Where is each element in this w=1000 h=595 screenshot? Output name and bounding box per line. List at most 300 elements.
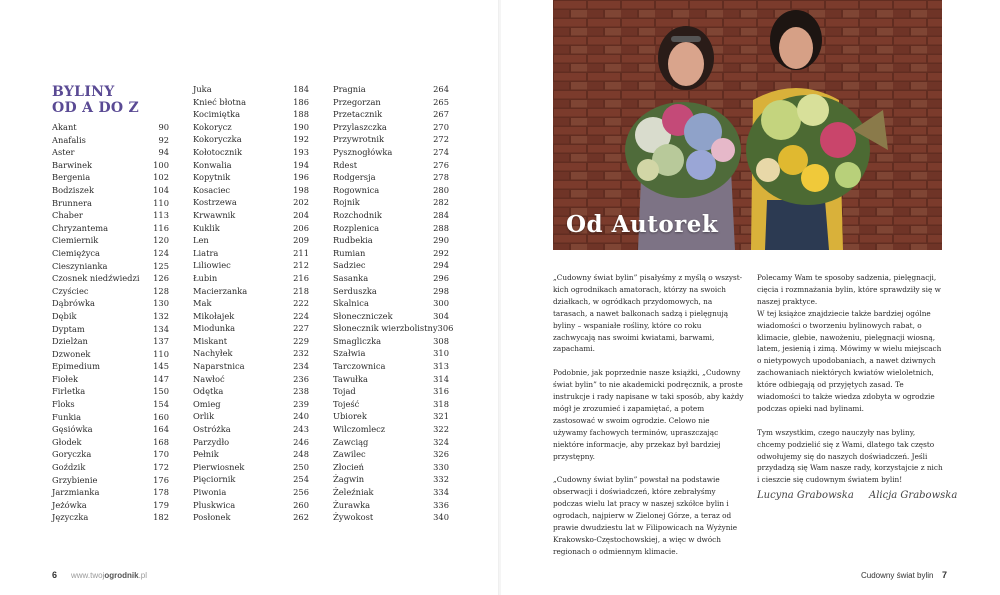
index-entry xyxy=(193,272,309,285)
index-entry-name: Sasanka xyxy=(333,272,369,283)
index-entry-page: 188 xyxy=(293,109,309,120)
index-entry xyxy=(52,209,169,222)
index-entry-name: Krwawnik xyxy=(193,209,236,220)
index-entry xyxy=(333,146,449,159)
index-entry xyxy=(193,196,309,209)
index-entry xyxy=(333,96,449,109)
index-entry xyxy=(333,511,449,524)
index-entry-name: Parzydło xyxy=(193,436,230,447)
index-entry xyxy=(52,222,169,235)
index-entry xyxy=(193,335,309,348)
index-column-1 xyxy=(52,121,169,524)
index-entry-page: 229 xyxy=(293,335,309,346)
index-entry-page: 280 xyxy=(433,184,449,195)
index-entry xyxy=(333,335,449,348)
index-entry xyxy=(333,486,449,499)
index-entry xyxy=(333,423,449,436)
index-entry-page: 193 xyxy=(293,146,309,157)
index-entry-page: 313 xyxy=(433,361,449,372)
index-entry xyxy=(52,171,169,184)
index-entry xyxy=(193,171,309,184)
index-entry-name: Dąbrówka xyxy=(52,298,95,309)
index-entry xyxy=(52,159,169,172)
index-entry-name: Floks xyxy=(52,399,75,410)
index-entry-page: 110 xyxy=(153,348,169,359)
index-entry xyxy=(333,133,449,146)
left-page xyxy=(0,0,499,595)
index-entry xyxy=(333,436,449,449)
index-entry xyxy=(52,285,169,298)
index-entry-page: 248 xyxy=(293,449,309,460)
index-entry xyxy=(52,310,169,323)
index-entry-name: Rudbekia xyxy=(333,235,373,246)
index-entry xyxy=(333,209,449,222)
index-entry xyxy=(52,272,169,285)
index-entry-page: 318 xyxy=(433,398,449,409)
index-entry-page: 282 xyxy=(433,197,449,208)
index-title-line2: OD A DO Z xyxy=(52,100,140,116)
index-entry xyxy=(193,133,309,146)
index-entry-name: Rodgersja xyxy=(333,172,376,183)
index-entry xyxy=(193,436,309,449)
index-entry xyxy=(52,448,169,461)
index-entry-name: Sadziec xyxy=(333,260,366,271)
index-entry xyxy=(193,423,309,436)
index-entry-page: 120 xyxy=(153,235,169,246)
index-entry-page: 270 xyxy=(433,121,449,132)
index-entry-page: 150 xyxy=(153,386,169,397)
index-entry-name: Posłonek xyxy=(193,512,231,523)
index-entry-name: Smagliczka xyxy=(333,335,382,346)
index-entry xyxy=(52,511,169,524)
index-entry-page: 267 xyxy=(433,109,449,120)
index-entry-name: Goździk xyxy=(52,462,86,473)
index-entry xyxy=(333,285,449,298)
index-entry-name: Mak xyxy=(193,298,212,309)
index-entry-page: 145 xyxy=(153,361,169,372)
index-entry-page: 90 xyxy=(158,122,169,132)
index-entry-page: 234 xyxy=(293,361,309,372)
index-entry-name: Dzwonek xyxy=(52,348,91,359)
paragraph: „Cudowny świat bylin” powstał na podstawie obserwacji i doświadczeń, które zebrałyśmy podczas wielu lat pracy w naszej szkółce bylin i ogrodach, najpierw w Zielonej Górze, a teraz od prawie dwudziestu lat w Filipowicach na Wyżynie Krakowsko-Częstochowskiej, a więc w dwóch regionach o odmiennym klimacie. xyxy=(553,475,738,556)
index-entry-page: 209 xyxy=(293,235,309,246)
paragraph: Tym wszystkim, czego nauczyły nas byliny, chcemy podzielić się z Wami, dlatego tak często odwołujemy się do naszych doświadczeń. Jeśli przydadzą się Wam nasze rady, korzystajcie z nich i cieszcie się cudownym światem bylin! xyxy=(757,427,943,485)
index-entry-name: Języczka xyxy=(52,512,89,523)
index-entry-name: Skalnica xyxy=(333,298,369,309)
index-entry-name: Żurawka xyxy=(333,499,371,510)
index-entry xyxy=(193,310,309,323)
index-entry-name: Zawciąg xyxy=(333,436,369,447)
index-entry xyxy=(193,398,309,411)
index-entry xyxy=(193,347,309,360)
index-entry-name: Ciemiernik xyxy=(52,235,99,246)
index-entry-name: Kostrzewa xyxy=(193,197,237,208)
index-entry-page: 296 xyxy=(433,272,449,283)
index-entry-page: 164 xyxy=(153,424,169,435)
index-entry xyxy=(333,347,449,360)
index-column-3 xyxy=(333,83,454,524)
index-entry-page: 306 xyxy=(437,323,454,334)
index-entry-page: 104 xyxy=(153,184,169,195)
index-entry-page: 168 xyxy=(153,436,169,447)
index-entry xyxy=(52,146,169,159)
index-entry-page: 204 xyxy=(293,209,309,220)
index-entry-name: Kocimiętka xyxy=(193,109,241,120)
index-entry-name: Złocień xyxy=(333,461,365,472)
index-entry xyxy=(333,448,449,461)
url-brand-bold: ogrodnik xyxy=(104,571,139,580)
index-entry-name: Liatra xyxy=(193,247,219,258)
index-entry-page: 160 xyxy=(153,411,169,422)
index-entry-page: 125 xyxy=(153,260,169,271)
index-entry-name: Konwalia xyxy=(193,159,232,170)
index-entry-page: 262 xyxy=(293,512,309,523)
index-entry-name: Knieć błotna xyxy=(193,96,247,107)
index-entry-page: 134 xyxy=(153,323,169,334)
index-entry-page: 218 xyxy=(293,285,309,296)
index-entry-name: Jarzmianka xyxy=(52,487,100,498)
running-footer-title: Cudowny świat bylin xyxy=(861,571,934,580)
index-entry-name: Szałwia xyxy=(333,348,366,359)
index-entry xyxy=(52,373,169,386)
index-entry-name: Łubin xyxy=(193,272,218,283)
index-entry-page: 224 xyxy=(293,310,309,321)
index-entry-page: 322 xyxy=(433,424,449,435)
index-entry-name: Aster xyxy=(52,147,75,158)
index-entry-page: 211 xyxy=(293,247,309,258)
index-entry-name: Anafalis xyxy=(52,134,86,145)
index-entry-name: Żeleźniak xyxy=(333,487,374,497)
index-entry-page: 178 xyxy=(153,487,169,498)
index-entry xyxy=(52,134,169,147)
index-entry-name: Serduszka xyxy=(333,285,377,296)
index-entry-name: Pysznogłówka xyxy=(333,146,393,157)
index-entry-page: 147 xyxy=(153,373,169,384)
index-entry-name: Epimedium xyxy=(52,361,100,372)
index-entry-name: Kosaciec xyxy=(193,184,231,195)
index-entry-page: 232 xyxy=(293,348,309,359)
index-entry xyxy=(193,83,309,96)
index-entry xyxy=(52,260,169,273)
index-entry xyxy=(333,259,449,272)
index-entry xyxy=(193,373,309,386)
index-entry-page: 190 xyxy=(293,121,309,132)
index-entry-name: Barwinek xyxy=(52,159,93,170)
index-entry-page: 154 xyxy=(153,399,169,410)
index-entry xyxy=(333,171,449,184)
index-entry xyxy=(193,360,309,373)
index-entry-page: 116 xyxy=(153,222,169,233)
index-entry-name: Dzielżan xyxy=(52,336,88,347)
index-entry-page: 254 xyxy=(293,474,309,485)
index-entry-page: 316 xyxy=(433,386,449,397)
index-entry xyxy=(193,121,309,134)
index-entry xyxy=(52,360,169,373)
index-entry-page: 276 xyxy=(433,159,449,170)
index-entry xyxy=(52,486,169,499)
index-entry-name: Kokorycz xyxy=(193,121,232,132)
index-entry xyxy=(52,323,169,336)
index-entry-page: 100 xyxy=(153,159,169,170)
index-entry-name: Słoneczniczek xyxy=(333,310,393,321)
index-entry-page: 184 xyxy=(293,84,309,94)
index-entry-page: 290 xyxy=(433,235,449,246)
index-entry-name: Przegorzan xyxy=(333,96,381,107)
index-entry-page: 336 xyxy=(433,499,449,510)
index-entry xyxy=(333,310,449,323)
index-entry-page: 321 xyxy=(433,411,449,422)
index-entry xyxy=(333,373,449,386)
photo-title: Od Autorek xyxy=(566,211,719,238)
index-entry-name: Kuklik xyxy=(193,222,220,233)
index-entry-page: 194 xyxy=(293,159,309,170)
index-entry xyxy=(52,184,169,197)
index-entry-name: Czyściec xyxy=(52,285,89,296)
index-entry-name: Firletka xyxy=(52,386,86,397)
index-entry-name: Brunnera xyxy=(52,197,92,208)
index-entry-page: 265 xyxy=(433,96,449,107)
index-entry-name: Odętka xyxy=(193,386,224,397)
index-entry-page: 330 xyxy=(433,461,449,472)
index-entry xyxy=(333,108,449,121)
index-entry-name: Piwonia xyxy=(193,487,227,497)
index-entry xyxy=(193,511,309,524)
index-entry xyxy=(193,297,309,310)
index-entry xyxy=(193,209,309,222)
index-column-2 xyxy=(193,83,309,524)
paragraph: Polecamy Wam te sposoby sadzenia, pielęgnacji, cięcia i rozmnażania bylin, które sprawdziły się w naszej praktyce. xyxy=(757,273,941,306)
signature-lucyna: Lucyna Grabowska xyxy=(757,490,854,501)
index-entry-name: Głodek xyxy=(52,436,82,447)
index-entry-page: 192 xyxy=(293,134,309,145)
index-entry-name: Goryczka xyxy=(52,449,92,460)
index-entry xyxy=(193,499,309,512)
index-entry-name: Ubiorek xyxy=(333,411,367,422)
index-entry-page: 238 xyxy=(293,386,309,397)
index-entry-name: Tarczownica xyxy=(333,361,386,372)
index-entry xyxy=(333,247,449,260)
index-entry-page: 278 xyxy=(433,172,449,183)
index-entry-name: Tojad xyxy=(333,386,356,397)
index-entry-name: Jeżówka xyxy=(52,499,87,510)
index-entry-page: 288 xyxy=(433,222,449,233)
index-entry xyxy=(333,499,449,512)
index-entry-page: 284 xyxy=(433,209,449,220)
index-entry-page: 179 xyxy=(153,499,169,510)
index-entry-name: Rozplenica xyxy=(333,222,380,233)
index-entry xyxy=(52,348,169,361)
index-entry xyxy=(193,486,309,499)
text-column-2 xyxy=(757,272,945,498)
index-entry-name: Rumian xyxy=(333,247,366,258)
index-entry xyxy=(333,272,449,285)
index-entry xyxy=(193,448,309,461)
index-entry-page: 332 xyxy=(433,474,449,485)
index-entry-name: Rdest xyxy=(333,159,358,170)
page-number-right: 7 xyxy=(942,570,948,580)
index-entry xyxy=(193,473,309,486)
index-entry xyxy=(193,322,309,335)
index-entry-page: 310 xyxy=(433,348,449,359)
index-entry xyxy=(193,234,309,247)
index-entry-name: Rogownica xyxy=(333,184,380,195)
index-entry-name: Liliowiec xyxy=(193,260,231,271)
index-entry-name: Słonecznik wierzbolistny xyxy=(333,323,438,334)
index-entry-name: Przywrotnik xyxy=(333,134,385,145)
text-column-1 xyxy=(553,272,744,570)
url-brand-light: twoj xyxy=(90,571,105,580)
index-entry xyxy=(193,146,309,159)
index-entry-name: Miodunka xyxy=(193,323,236,334)
index-entry-page: 272 xyxy=(433,134,449,145)
index-entry xyxy=(193,159,309,172)
index-entry-page: 227 xyxy=(293,323,309,334)
index-entry-name: Akant xyxy=(52,122,77,132)
index-entry-page: 176 xyxy=(153,474,169,485)
index-entry-name: Wilczomlecz xyxy=(333,424,386,435)
index-entry-name: Tojeść xyxy=(333,398,360,409)
index-entry-page: 340 xyxy=(433,512,449,523)
index-entry-page: 236 xyxy=(293,373,309,384)
index-entry-page: 334 xyxy=(433,487,449,497)
index-entry-page: 92 xyxy=(158,134,169,145)
index-entry-name: Omieg xyxy=(193,398,221,409)
index-entry-name: Chryzantema xyxy=(52,222,109,233)
index-entry-page: 324 xyxy=(433,436,449,447)
index-entry-name: Zawilec xyxy=(333,449,366,460)
index-entry-name: Macierzanka xyxy=(193,285,248,296)
index-entry-page: 170 xyxy=(153,449,169,460)
index-entry xyxy=(333,297,449,310)
index-entry-name: Orlik xyxy=(193,411,215,422)
index-entry xyxy=(193,247,309,260)
index-entry xyxy=(52,247,169,260)
index-entry-name: Juka xyxy=(193,84,212,94)
index-entry xyxy=(333,196,449,209)
index-entry-name: Żagwin xyxy=(333,474,365,485)
index-entry-name: Pragnia xyxy=(333,84,366,94)
index-entry xyxy=(52,423,169,436)
index-entry xyxy=(193,222,309,235)
index-entry-name: Nawłoć xyxy=(193,373,225,384)
url-suffix: .pl xyxy=(138,571,148,580)
index-entry-page: 196 xyxy=(293,172,309,183)
index-entry-name: Miskant xyxy=(193,335,228,346)
index-entry-name: Cieszynianka xyxy=(52,260,108,271)
index-entry-page: 240 xyxy=(293,411,309,422)
index-entry xyxy=(193,184,309,197)
index-entry xyxy=(333,461,449,474)
url-prefix: www. xyxy=(71,571,91,580)
index-entry-name: Pełnik xyxy=(193,449,219,460)
index-entry-name: Rojnik xyxy=(333,197,360,208)
index-entry-name: Przetacznik xyxy=(333,109,383,120)
index-entry-page: 260 xyxy=(293,499,309,510)
paragraph: W tej książce znajdziecie także bardziej ogólne wiadomości o tworzeniu bylinowych rabat, o klimacie, glebie, nawożeniu, pielęgnacji wiosną, latem, jesienią i zimą. Mówimy w wielu miejscach o nietypowych upodobaniach, a nawet dziwnych zachowaniach niektórych kwiatów wieloletnich, które odbiegają od przyjętych zasad. Te wiadomości to także wiedza zdobyta w ogrodzie podczas opieki nad bylinami. xyxy=(757,308,942,413)
index-entry xyxy=(193,285,309,298)
index-entry-page: 256 xyxy=(293,487,309,497)
index-entry-name: Żywokost xyxy=(333,512,374,523)
index-entry-page: 172 xyxy=(153,462,169,473)
index-entry xyxy=(333,410,449,423)
index-entry-page: 326 xyxy=(433,449,449,460)
index-entry xyxy=(193,410,309,423)
index-entry xyxy=(193,461,309,474)
index-entry xyxy=(333,234,449,247)
index-entry xyxy=(333,473,449,486)
index-entry xyxy=(193,96,309,109)
index-entry-page: 246 xyxy=(293,436,309,447)
index-entry-page: 274 xyxy=(433,146,449,157)
index-entry-page: 298 xyxy=(433,285,449,296)
index-entry xyxy=(52,234,169,247)
index-entry xyxy=(193,108,309,121)
paragraph: Podobnie, jak poprzednie nasze książki, „Cudowny świat bylin” to nie akademicki podręcznik, a proste instrukcje i rady napisane w taki sposób, aby każdy mógł je zrozumieć i zapamiętać, a potem zastosować w swoim ogrodzie. Celowo nie używamy fachowych terminów, upraszczając niektóre informacje, aby przekaz był bardziej przystępny. xyxy=(553,368,744,461)
index-entry xyxy=(333,83,449,96)
index-entry-name: Pierwiosnek xyxy=(193,461,245,472)
index-entry-name: Ostróżka xyxy=(193,424,231,435)
index-entry-page: 113 xyxy=(153,210,169,221)
index-entry-name: Pięciornik xyxy=(193,474,236,485)
page-number-left: 6 xyxy=(52,570,58,580)
index-entry xyxy=(52,461,169,474)
index-entry-name: Bodziszek xyxy=(52,184,94,195)
index-entry-page: 250 xyxy=(293,461,309,472)
author-signatures xyxy=(757,490,969,501)
index-entry-page: 137 xyxy=(153,336,169,347)
index-entry-page: 186 xyxy=(293,96,309,107)
index-title-line1: BYLINY xyxy=(52,84,115,100)
index-entry-name: Fiołek xyxy=(52,373,79,384)
index-entry-page: 126 xyxy=(153,273,169,284)
index-entry-page: 264 xyxy=(433,84,449,94)
index-entry-page: 130 xyxy=(153,298,169,309)
index-entry xyxy=(52,297,169,310)
index-entry-page: 132 xyxy=(153,310,169,321)
index-entry-page: 124 xyxy=(153,247,169,258)
website-url[interactable] xyxy=(71,571,147,580)
index-entry-name: Naparstnica xyxy=(193,361,245,372)
index-entry xyxy=(333,121,449,134)
index-entry-name: Funkia xyxy=(52,411,82,422)
index-entry-name: Bergenia xyxy=(52,172,91,183)
index-entry xyxy=(52,436,169,449)
index-entry-page: 294 xyxy=(433,260,449,271)
index-entry xyxy=(52,474,169,487)
index-entry xyxy=(52,335,169,348)
index-entry-name: Przylaszczka xyxy=(333,121,387,132)
index-entry xyxy=(52,121,169,134)
index-entry-page: 102 xyxy=(153,172,169,183)
index-entry-name: Grzybienie xyxy=(52,474,98,485)
index-entry xyxy=(52,411,169,424)
index-entry-page: 300 xyxy=(433,298,449,309)
index-entry-page: 314 xyxy=(433,373,449,384)
index-entry-name: Mikołajek xyxy=(193,310,235,321)
index-entry-page: 292 xyxy=(433,247,449,258)
index-entry-page: 243 xyxy=(293,424,309,435)
index-entry xyxy=(52,385,169,398)
index-entry-name: Len xyxy=(193,235,209,246)
index-entry-page: 216 xyxy=(293,272,309,283)
index-entry xyxy=(52,197,169,210)
index-entry xyxy=(333,184,449,197)
index-entry xyxy=(52,398,169,411)
index-entry-page: 94 xyxy=(158,147,169,158)
index-entry xyxy=(333,360,449,373)
signature-alicja: Alicja Grabowska xyxy=(868,490,958,501)
index-entry xyxy=(333,222,449,235)
